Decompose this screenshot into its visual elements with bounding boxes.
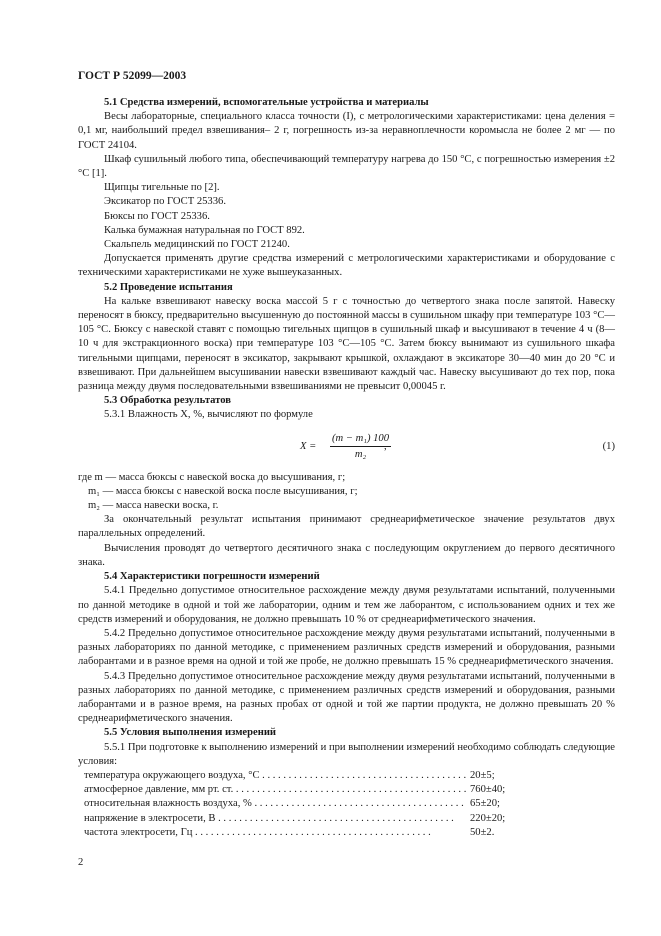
equipment-item: Эксикатор по ГОСТ 25336. bbox=[104, 196, 226, 208]
condition-value: 65±20; bbox=[470, 798, 500, 810]
section-5-5-heading: 5.5 Условия выполнения измерений bbox=[104, 727, 277, 739]
condition-row bbox=[78, 812, 615, 826]
formula-fraction bbox=[330, 431, 391, 462]
condition-label: атмосферное давление, мм рт. ст. . . . bbox=[78, 783, 466, 797]
condition-label: напряжение в электросети, В . . . bbox=[78, 812, 466, 826]
section-5-1-heading: 5.1 Средства измерений, вспомогательные устройства и материалы bbox=[104, 97, 429, 108]
formula-numerator: (m − m₁) 100 bbox=[330, 431, 391, 447]
formula-comma: , bbox=[384, 440, 387, 452]
condition-value: 220±20; bbox=[470, 812, 506, 824]
section-5-2-heading: 5.2 Проведение испытания bbox=[104, 281, 233, 293]
equipment-item: Бюксы по ГОСТ 25336. bbox=[104, 210, 210, 222]
section-5-5-paragraph: 5.5.1 При подготовке к выполнению измерений и при выполнении измерений необходимо соблюдать следующие условия: bbox=[78, 741, 615, 767]
section-5-1-paragraph: Шкаф сушильный любого типа, обеспечивающий температуру нагрева до 150 °С, с погрешностью измерения ±2 °С [1]. bbox=[78, 153, 615, 180]
condition-label: частота электросети, Гц . . . bbox=[78, 826, 466, 840]
section-5-1-paragraph: Допускается применять другие средства измерений с метрологическими характеристиками и оборудование с техническими характеристиками не хуже вышеуказанных. bbox=[78, 253, 615, 279]
formula-legend-line: m₁ — масса бюксы с навеской воска после высушивания, г; bbox=[88, 485, 358, 497]
condition-row bbox=[78, 797, 615, 811]
formula-1 bbox=[78, 423, 615, 471]
condition-row bbox=[78, 783, 615, 797]
condition-value: 760±40; bbox=[470, 784, 506, 796]
formula-legend-line: где m — масса бюксы с навеской воска до высушивания, г; bbox=[78, 471, 346, 483]
section-5-3-paragraph: 5.3.1 Влажность X, %, вычисляют по формуле bbox=[104, 409, 313, 421]
section-5-3-heading: 5.3 Обработка результатов bbox=[104, 395, 231, 407]
section-5-3-paragraph: За окончательный результат испытания принимают среднеарифметическое значение результатов двух параллельных определений. bbox=[78, 514, 615, 540]
condition-label: относительная влажность воздуха, % . . . bbox=[78, 797, 466, 811]
section-5-4-paragraph: 5.4.2 Предельно допустимое относительное расхождение между двумя результатами испытаний, полученными в разных лабораториях по данной методике, с применением различных средств измерений и оборудования, разными лаборантами и в разное время на одной и той же пробе, не должно превышать 15 % среднеарифметического значения. bbox=[78, 627, 615, 668]
condition-value: 20±5; bbox=[470, 769, 495, 781]
condition-value: 50±2. bbox=[470, 826, 495, 838]
formula-legend-line: m₂ — масса навески воска, г. bbox=[88, 500, 219, 512]
condition-label: температура окружающего воздуха, °С . . . bbox=[78, 769, 466, 783]
section-5-1-paragraph: Весы лабораторные, специального класса точности (I), с метрологическими характеристиками: цена деления = 0,1 мг, наибольший предел взвешивания– 2 г, погрешность из-за неравноплечности коромысла не более 2 мг — по ГОСТ 24104. bbox=[78, 111, 615, 151]
formula-denominator: m₂ bbox=[354, 448, 367, 460]
condition-row bbox=[78, 769, 615, 783]
equipment-item: Скальпель медицинский по ГОСТ 21240. bbox=[104, 239, 290, 251]
formula-number: (1) bbox=[602, 440, 615, 452]
page-number: 2 bbox=[78, 857, 84, 868]
condition-row bbox=[78, 826, 615, 840]
document-body bbox=[78, 96, 615, 840]
conditions-list bbox=[78, 769, 615, 840]
section-5-4-paragraph: 5.4.3 Предельно допустимое относительное расхождение между двумя результатами испытаний, полученными в разных лабораториях по данной методике, с применением различных средств измерений и оборудования, разными лаборантами и в разное время, на разных пробах от одной и той же партии продукта, не должно превышать 20 % среднеарифметического значения. bbox=[78, 670, 615, 725]
document-header: ГОСТ Р 52099—2003 bbox=[78, 70, 187, 82]
section-5-4-paragraph: 5.4.1 Предельно допустимое относительное расхождение между двумя результатами испытаний, полученными по данной методике в одной и той же лаборатории, одним и тем же лаборантом, с использованием одних и тех же средств измерений и оборудования, не должно превышать 10 % от среднеарифметического значения. bbox=[78, 585, 615, 625]
formula-lhs: X = bbox=[300, 440, 317, 452]
equipment-item: Щипцы тигельные по [2]. bbox=[104, 182, 220, 194]
equipment-item: Калька бумажная натуральная по ГОСТ 892. bbox=[104, 224, 305, 236]
section-5-4-heading: 5.4 Характеристики погрешности измерений bbox=[104, 571, 320, 583]
section-5-2-paragraph: На кальке взвешивают навеску воска массой 5 г с точностью до четвертого знака после запятой. Навеску переносят в бюксу, предварительно высушенную до постоянной массы в сушильном шкафу при температуре 103 °С—105 °С. Бюксу с навеской ставят с помощью тигельных щипцов в сушильный шкаф и высушивают в течение 4 ч (8—10 ч для экстракционного воска) при температуре 103 °С—105 °С. Затем бюксу вынимают из сушильного шкафа тигельными щипцами, переносят в эксикатор, закрывают крышкой, охлаждают в эксикаторе 30—40 мин до 20 °С и взвешивают. При дальнейшем высушивании навески взвешивают каждый час. Навеску высушивают до тех пор, пока разница между двумя последовательными взвешиваниями не превысит 0,00045 г. bbox=[78, 295, 615, 393]
section-5-3-paragraph: Вычисления проводят до четвертого десятичного знака с последующим округлением до первого десятичного знака. bbox=[78, 542, 615, 568]
